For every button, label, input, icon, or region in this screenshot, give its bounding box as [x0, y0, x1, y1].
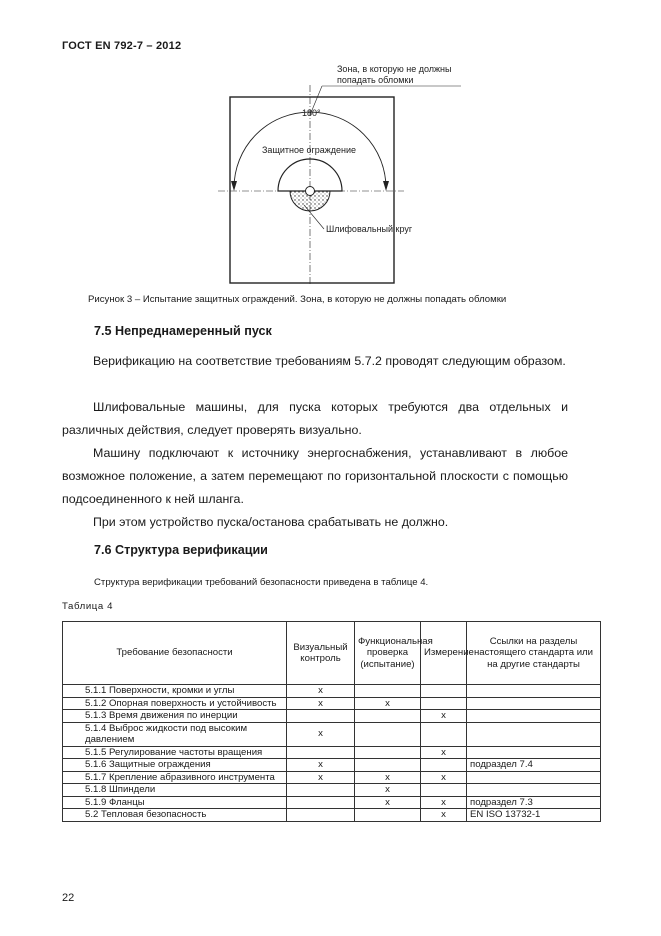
figure-label-angle: 180° [302, 108, 321, 118]
cell-functional [355, 685, 421, 698]
table-label: Таблица 4 [62, 601, 114, 612]
cell-reference [467, 771, 601, 784]
section-7-5-paragraph-1: Верификацию на соответствие требованиям 5.7.2 проводят следующим образом. [93, 354, 566, 368]
page-number: 22 [62, 892, 75, 904]
cell-reference [467, 784, 601, 797]
cell-requirement: 5.1.5 Регулирование частоты вращения [63, 746, 287, 759]
table-row [63, 771, 601, 784]
table-row [63, 697, 601, 710]
cell-requirement: 5.1.6 Защитные ограждения [63, 759, 287, 772]
cell-functional [355, 746, 421, 759]
arc-arrow-right [383, 181, 389, 191]
cell-visual: x [287, 697, 355, 710]
cell-functional: x [355, 697, 421, 710]
section-7-6-title: 7.6 Структура верификации [94, 543, 268, 557]
verification-table [62, 621, 601, 822]
cell-measurement [421, 722, 467, 746]
cell-measurement [421, 685, 467, 698]
cell-functional [355, 809, 421, 822]
header-references: Ссылки на разделы настоящего стандарта или на другие стандарты [467, 622, 601, 685]
header-visual: Визуальный контроль [287, 622, 355, 685]
cell-functional [355, 710, 421, 723]
cell-functional: x [355, 771, 421, 784]
cell-measurement: x [421, 746, 467, 759]
cell-reference [467, 722, 601, 746]
cell-functional: x [355, 796, 421, 809]
cell-requirement: 5.1.4 Выброс жидкости под высоким давлением [63, 722, 287, 746]
cell-requirement: 5.1.7 Крепление абразивного инструмента [63, 771, 287, 784]
cell-measurement: x [421, 710, 467, 723]
cell-requirement: 5.1.2 Опорная поверхность и устойчивость [63, 697, 287, 710]
cell-reference [467, 710, 601, 723]
table-row [63, 809, 601, 822]
figure-label-zone: Зона, в которую не должны попадать обломки [337, 64, 452, 85]
cell-reference [467, 746, 601, 759]
cell-measurement [421, 697, 467, 710]
cell-functional: x [355, 784, 421, 797]
cell-requirement: 5.2 Тепловая безопасность [63, 809, 287, 822]
table-row [63, 746, 601, 759]
cell-requirement: 5.1.3 Время движения по инерции [63, 710, 287, 723]
section-7-5-paragraph-4: При этом устройство пуска/останова срабатывать не должно. [93, 515, 449, 529]
cell-visual [287, 710, 355, 723]
section-7-5-paragraph-2: Шлифовальные машины, для пуска которых требуются два отдельных и различных действия, следует проверять визуально. [62, 400, 568, 437]
table-row [63, 784, 601, 797]
cell-visual [287, 809, 355, 822]
cell-visual: x [287, 722, 355, 746]
header-requirement: Требование безопасности [63, 622, 287, 685]
cell-visual: x [287, 771, 355, 784]
figure-label-guard: Защитное ограждение [262, 145, 357, 155]
cell-visual [287, 746, 355, 759]
cell-visual [287, 784, 355, 797]
table-header-row [63, 622, 601, 685]
cell-visual: x [287, 685, 355, 698]
header-functional: Функциональная проверка (испытание) [355, 622, 421, 685]
document-header: ГОСТ EN 792-7 – 2012 [62, 40, 182, 52]
cell-visual [287, 796, 355, 809]
cell-reference [467, 697, 601, 710]
spindle [306, 187, 315, 196]
cell-measurement [421, 759, 467, 772]
figure-label-wheel: Шлифовальный круг [326, 224, 413, 234]
cell-measurement: x [421, 809, 467, 822]
cell-visual: x [287, 759, 355, 772]
cell-requirement: 5.1.9 Фланцы [63, 796, 287, 809]
cell-functional [355, 722, 421, 746]
cell-reference: EN ISO 13732-1 [467, 809, 601, 822]
cell-measurement: x [421, 796, 467, 809]
cell-requirement: 5.1.8 Шпиндели [63, 784, 287, 797]
header-measurement: Измерение [421, 622, 467, 685]
table-row [63, 759, 601, 772]
section-7-6-intro: Структура верификации требований безопасности приведена в таблице 4. [94, 577, 429, 588]
arc-arrow-left [231, 181, 237, 191]
table-row [63, 796, 601, 809]
table-row [63, 685, 601, 698]
table-row [63, 710, 601, 723]
section-7-5-paragraph-3: Машину подключают к источнику энергоснабжения, устанавливают в любое возможное положение, а затем перемещают по горизонтальной плоскости с помощью подсоединенного к ней шланга. [62, 446, 568, 506]
cell-reference: подраздел 7.4 [467, 759, 601, 772]
cell-functional [355, 759, 421, 772]
cell-reference [467, 685, 601, 698]
cell-requirement: 5.1.1 Поверхности, кромки и углы [63, 685, 287, 698]
table-row [63, 722, 601, 746]
cell-measurement [421, 784, 467, 797]
figure-3-diagram [218, 55, 468, 290]
figure-caption: Рисунок 3 – Испытание защитных ограждений. Зона, в которую не должны попадать обломки [88, 294, 507, 305]
cell-measurement: x [421, 771, 467, 784]
section-7-5-title: 7.5 Непреднамеренный пуск [94, 324, 272, 338]
cell-reference: подраздел 7.3 [467, 796, 601, 809]
